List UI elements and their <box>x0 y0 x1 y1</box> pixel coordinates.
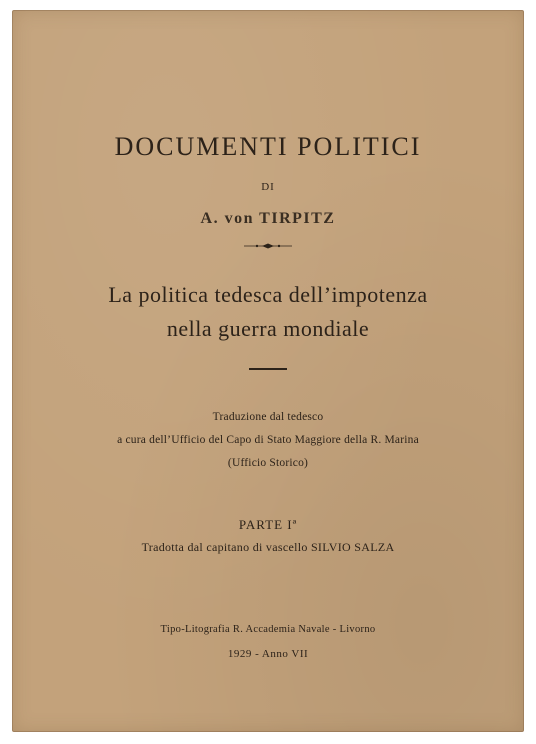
part-label: PARTE Iª <box>238 517 298 532</box>
publisher: Tipo-Litografia R. Accademia Navale - Livorno <box>160 624 376 635</box>
translator-credit: Tradotta dal capitano di vascello SILVIO SALZA <box>141 540 395 554</box>
translation-line-1: Traduzione dal tedesco <box>212 411 324 423</box>
by-label: DI <box>261 181 275 193</box>
publication-date: 1929 - Anno VII <box>227 648 309 660</box>
author-name: A. von TIRPITZ <box>200 210 336 227</box>
ornament-divider-icon <box>244 242 292 250</box>
divider-rule <box>249 368 287 370</box>
subtitle-line-1: La politica tedesca dell’impotenza <box>108 282 428 307</box>
subtitle-line-2: nella guerra mondiale <box>166 316 370 341</box>
translation-line-2: a cura dell’Ufficio del Capo di Stato Maggiore della R. Marina <box>117 434 419 446</box>
book-cover <box>12 10 524 732</box>
translation-line-3: (Ufficio Storico) <box>227 457 309 469</box>
book-title: DOCUMENTI POLITICI <box>114 132 422 161</box>
